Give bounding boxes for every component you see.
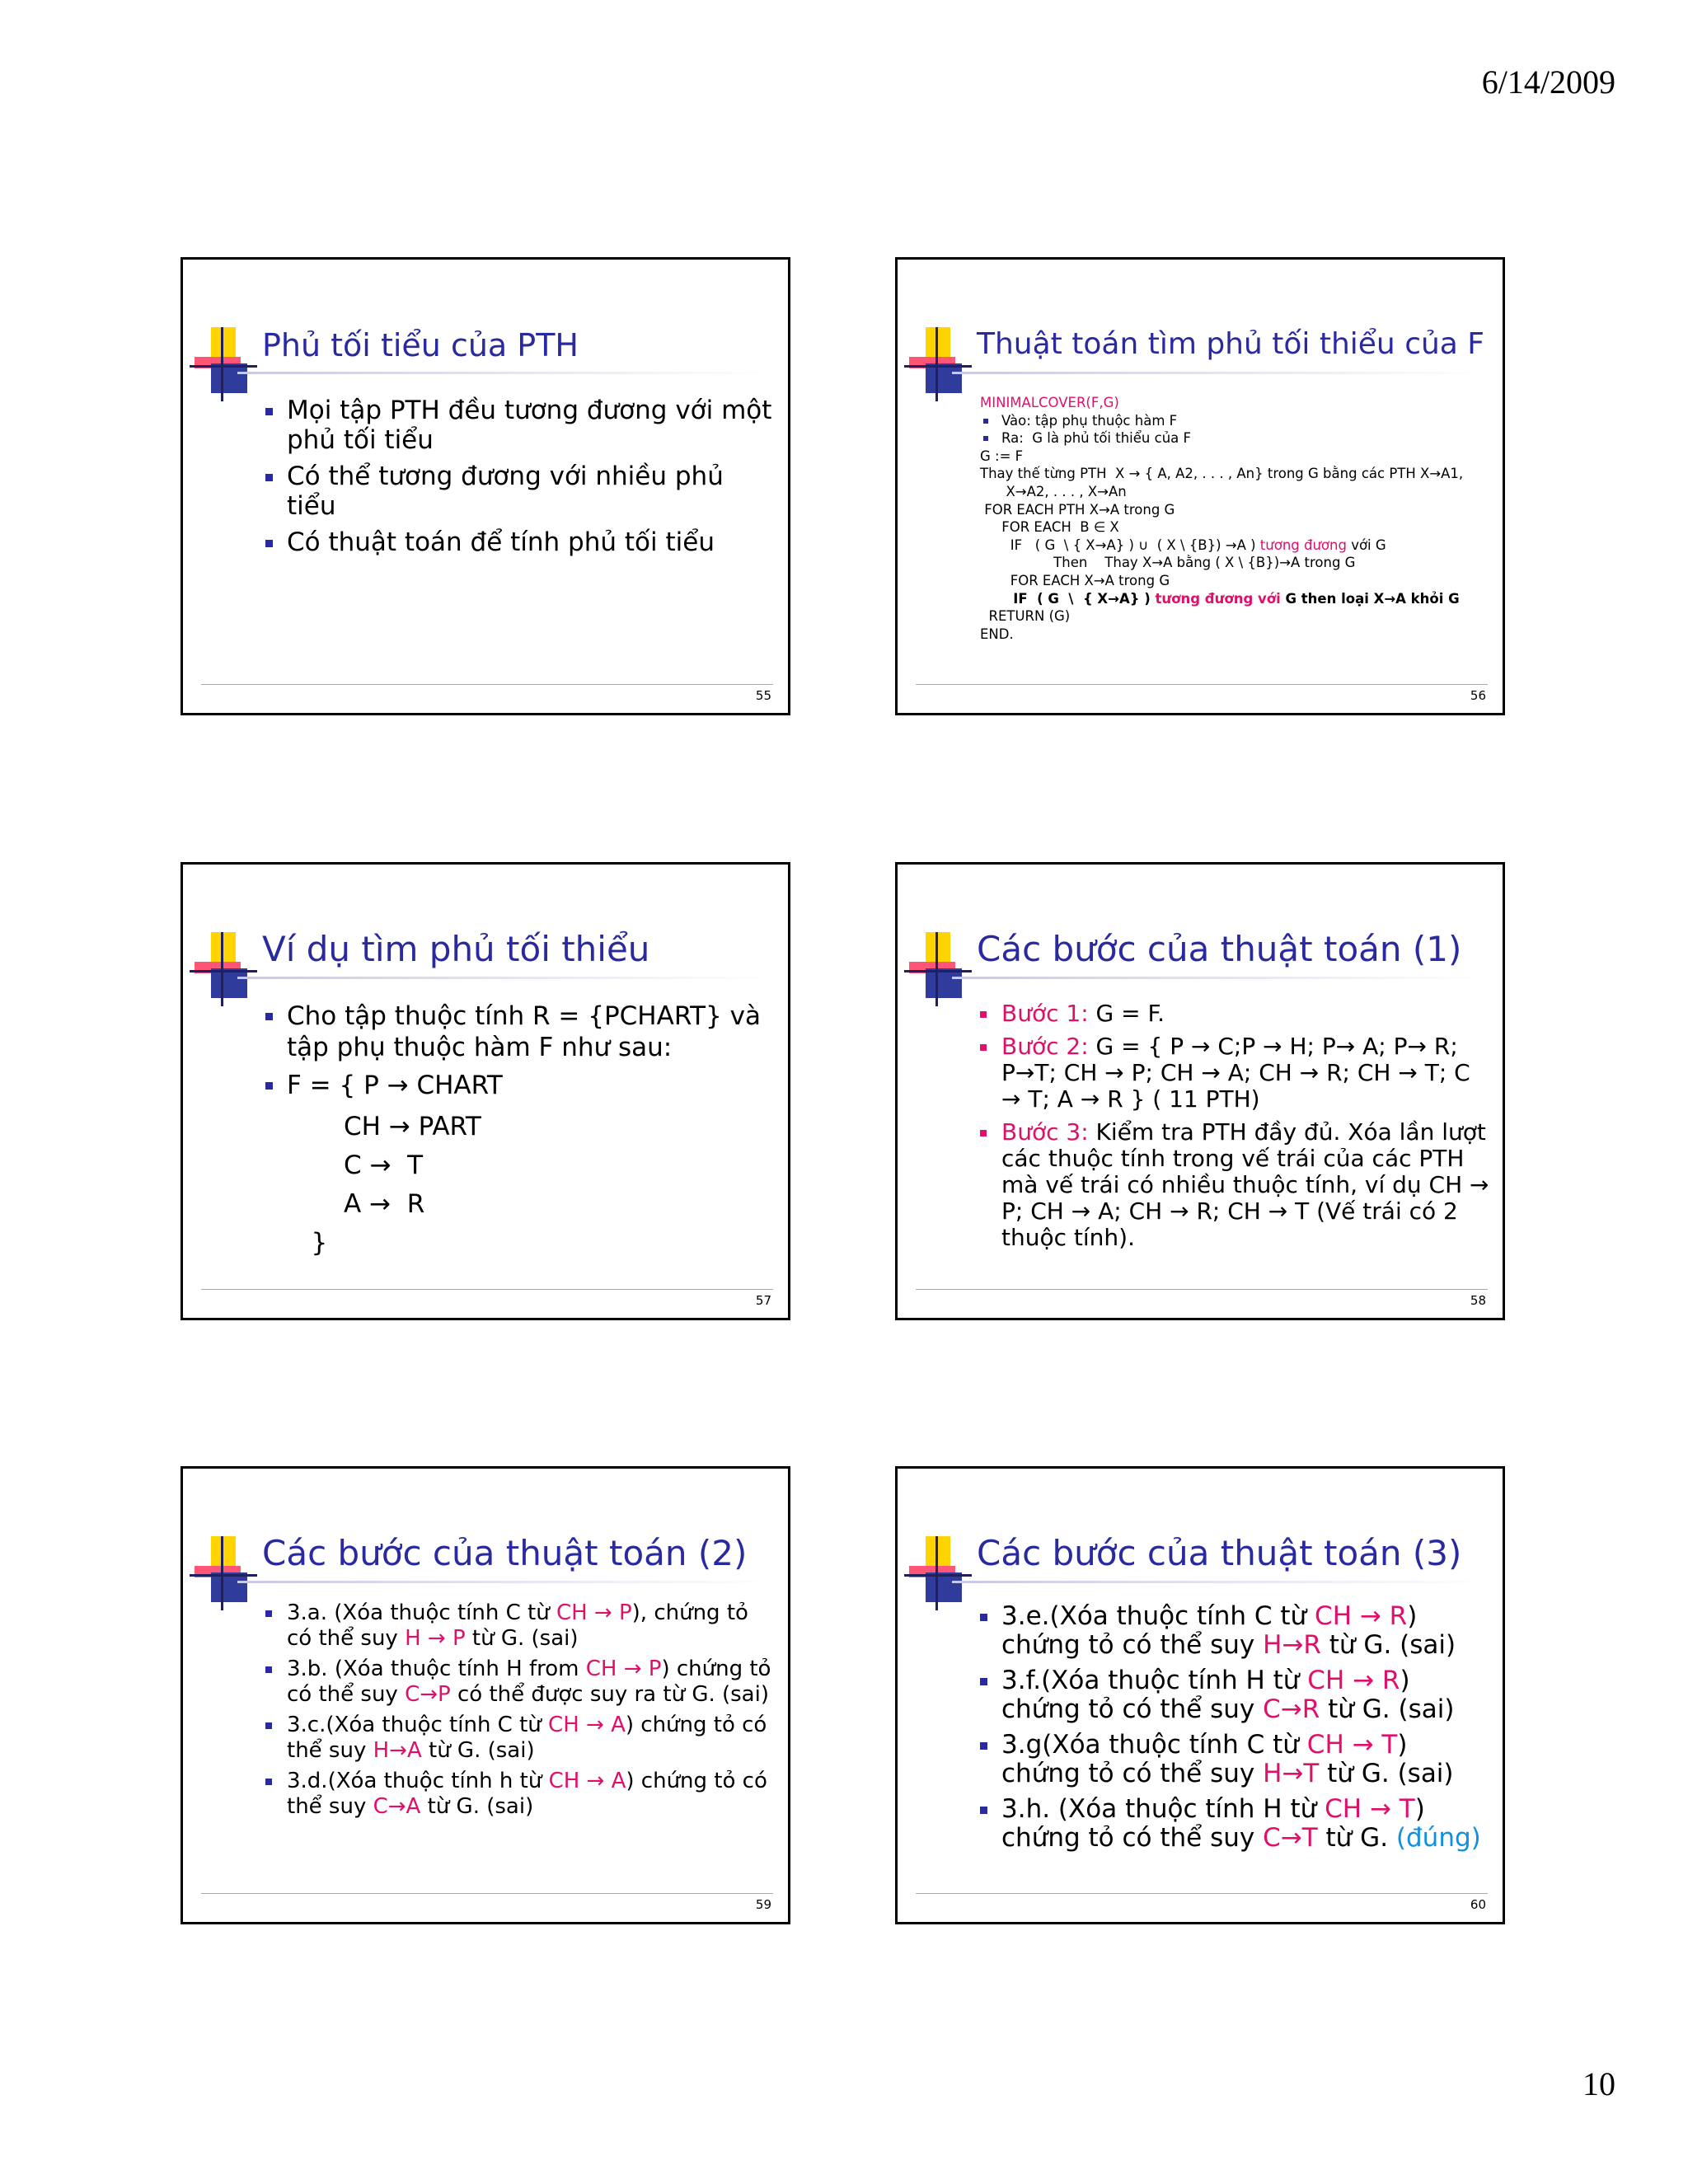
bullet-list	[265, 1001, 776, 1263]
fd-highlight: CH → A	[548, 1713, 626, 1737]
bullet-item	[980, 1602, 1491, 1660]
algo-header: MINIMALCOVER(F,G)	[980, 395, 1119, 410]
item-text: 3.e.(Xóa thuộc tính C từ	[1001, 1601, 1315, 1631]
slide-60	[895, 1466, 1505, 1924]
algo-line: X→A2, . . . , X→An	[980, 483, 1127, 499]
slide-number: 59	[755, 1897, 771, 1912]
fd-highlight: CH → T	[1325, 1794, 1415, 1824]
bullet-item	[265, 1713, 776, 1764]
slide-number: 56	[1470, 688, 1486, 703]
fd-highlight: H → P	[405, 1626, 466, 1651]
slide-56	[895, 257, 1505, 715]
fd-highlight: H→R	[1263, 1630, 1321, 1660]
page-date: 6/14/2009	[1481, 63, 1615, 101]
fd-highlight: H→T	[1263, 1759, 1320, 1788]
item-text: ) chứng tỏ có thể suy	[1001, 1794, 1425, 1853]
item-text: từ G. (sai)	[1319, 1759, 1454, 1788]
item-text: ) chứng tỏ có thể suy	[287, 1657, 771, 1707]
slide-title: Thuật toán tìm phủ tối thiểu của F	[977, 327, 1485, 361]
item-text: từ G. (sai)	[420, 1794, 534, 1819]
fd-highlight: C→A	[373, 1794, 421, 1819]
fd-line: CH → PART	[287, 1112, 481, 1141]
slide-logo-icon	[190, 932, 257, 1006]
algo-line: Then Thay X→A bằng ( X \ {B})→A trong G	[980, 555, 1356, 571]
algo-line: Thay thế từng PTH X → { A, A2, . . . , An} trong G bằng các PTH X→A1,	[980, 466, 1464, 482]
slide-number: 60	[1470, 1897, 1486, 1912]
slide-57	[181, 862, 790, 1320]
fd-line: A → R	[287, 1189, 425, 1219]
item-text: ) chứng tỏ có thể suy	[1001, 1666, 1410, 1724]
item-text: 3.g(Xóa thuộc tính C từ	[1001, 1730, 1307, 1760]
slide-logo-icon	[190, 327, 257, 401]
algo-line: FOR EACH PTH X→A trong G	[980, 501, 1175, 518]
bullet-item: Có thuật toán để tính phủ tối tiểu	[265, 527, 776, 557]
item-text: 3.c.(Xóa thuộc tính C từ	[287, 1713, 549, 1737]
item-text: từ G.	[1317, 1823, 1396, 1853]
footer-line	[916, 1893, 1488, 1894]
title-underline	[237, 1581, 771, 1583]
slide-logo-icon	[190, 1536, 257, 1610]
item-text: có thể được suy ra từ G. (sai)	[450, 1682, 769, 1707]
fd-highlight: H→A	[373, 1738, 422, 1763]
slide-58	[895, 862, 1505, 1320]
footer-line	[201, 684, 773, 685]
title-underline	[952, 977, 1486, 979]
algo-input: Vào: tập phụ thuộc hàm F	[980, 412, 1491, 430]
slide-title: Phủ tối tiểu của PTH	[262, 327, 579, 363]
bullet-item	[980, 1119, 1491, 1251]
bullet-item	[265, 1601, 776, 1652]
item-text: 3.f.(Xóa thuộc tính H từ	[1001, 1666, 1308, 1695]
slide-55	[181, 257, 790, 715]
fd-highlight: C→R	[1263, 1694, 1320, 1724]
item-text: từ G. (sai)	[421, 1738, 535, 1763]
step-text: Kiểm tra PTH đầy đủ. Xóa lần lượt các thuộc tính trong vế trái của các PTH mà vế trái có nhiều thuộc tính, ví dụ CH → P; CH → A; CH → R; CH → T (Vế trái có 2 thuộc tính).	[1001, 1118, 1489, 1251]
fd-highlight: CH → T	[1306, 1730, 1398, 1760]
fd-highlight: C→T	[1263, 1823, 1318, 1853]
algo-highlight: tương đương	[1259, 537, 1347, 553]
algo-line: G then loại X→A khỏi G	[1280, 590, 1460, 607]
bullet-list	[980, 1602, 1491, 1859]
slide-number: 55	[755, 688, 771, 703]
item-text: 3.d.(Xóa thuộc tính h từ	[287, 1769, 549, 1793]
algo-line: FOR EACH X→A trong G	[980, 572, 1170, 588]
fd-highlight: CH → P	[556, 1601, 632, 1625]
algo-line: G := F	[980, 448, 1024, 464]
footer-line	[916, 684, 1488, 685]
title-underline	[237, 977, 771, 979]
slide-logo-icon	[904, 932, 972, 1006]
bullet-list	[980, 1001, 1491, 1258]
item-text: ), chứng tỏ có thể suy	[287, 1601, 748, 1651]
algo-line: IF ( G \ { X→A} )	[980, 590, 1156, 607]
item-text: 3.a. (Xóa thuộc tính C từ	[287, 1601, 556, 1625]
page-number: 10	[1582, 2065, 1615, 2102]
bullet-item	[980, 1795, 1491, 1853]
slide-logo-icon	[904, 1536, 972, 1610]
footer-line	[201, 1289, 773, 1290]
item-text: 3.h. (Xóa thuộc tính H từ	[1001, 1794, 1325, 1824]
bullet-item	[980, 1033, 1491, 1113]
fd-highlight: CH → P	[585, 1657, 662, 1681]
algo-line: FOR EACH B ∈ X	[980, 519, 1119, 536]
slide-title: Ví dụ tìm phủ tối thiểu	[262, 929, 650, 969]
footer-line	[916, 1289, 1488, 1290]
title-underline	[952, 1581, 1486, 1583]
step-label: Bước 2:	[1001, 1033, 1089, 1060]
bullet-item	[265, 1769, 776, 1820]
item-text: 3.b. (Xóa thuộc tính H from	[287, 1657, 586, 1681]
slide-title: Các bước của thuật toán (1)	[977, 929, 1462, 969]
bullet-item	[980, 1001, 1491, 1027]
fd-line: }	[287, 1228, 328, 1258]
algo-line: với G	[1346, 537, 1386, 553]
item-text: từ G. (sai)	[1320, 1630, 1456, 1660]
item-text: ) chứng tỏ có thể suy	[287, 1769, 767, 1819]
bullet-item: Có thể tương đương với nhiều phủ tiểu	[265, 462, 776, 521]
slide-logo-icon	[904, 327, 972, 401]
bullet-item	[980, 1731, 1491, 1788]
item-text: ) chứng tỏ có thể suy	[1001, 1601, 1418, 1660]
bullet-item	[980, 1666, 1491, 1724]
result-correct: (đúng)	[1395, 1823, 1481, 1853]
step-text: G = { P → C;P → H; P→ A; P→ R; P→T; CH → P; CH → A; CH → R; CH → T; C → T; A → R } ( 11 PTH)	[1001, 1033, 1470, 1113]
item-text: từ G. (sai)	[465, 1626, 579, 1651]
algo-line: END.	[980, 626, 1014, 642]
item-text: từ G. (sai)	[1320, 1694, 1455, 1724]
algo-output: Ra: G là phủ tối thiểu của F	[980, 429, 1491, 448]
bullet-item: Cho tập thuộc tính R = {PCHART} và tập phụ thuộc hàm F như sau:	[265, 1001, 776, 1063]
algo-highlight: tương đương với	[1155, 590, 1281, 607]
slide-title: Các bước của thuật toán (2)	[262, 1533, 748, 1573]
bullet-list	[265, 1601, 776, 1825]
title-underline	[237, 372, 771, 374]
slide-59	[181, 1466, 790, 1924]
footer-line	[201, 1893, 773, 1894]
slide-number: 58	[1470, 1293, 1486, 1308]
bullet-item: Mọi tập PTH đều tương đương với một phủ tối tiểu	[265, 396, 776, 455]
step-label: Bước 3:	[1001, 1118, 1089, 1146]
bullet-list	[265, 396, 776, 564]
slide-title: Các bước của thuật toán (3)	[977, 1533, 1462, 1573]
slide-number: 57	[755, 1293, 771, 1308]
step-text: G = F.	[1088, 1000, 1165, 1027]
item-text: ) chứng tỏ có thể suy	[287, 1713, 767, 1763]
fd-line: C → T	[287, 1151, 424, 1180]
bullet-item: F = { P → CHART	[265, 1070, 776, 1101]
algorithm-listing	[980, 394, 1491, 643]
item-text: ) chứng tỏ có thể suy	[1001, 1730, 1408, 1788]
fd-highlight: C→P	[405, 1682, 451, 1707]
fd-highlight: CH → R	[1307, 1666, 1400, 1695]
step-label: Bước 1:	[1001, 1000, 1089, 1027]
fd-highlight: CH → R	[1315, 1601, 1408, 1631]
algo-line: RETURN (G)	[980, 608, 1071, 625]
bullet-item	[265, 1657, 776, 1708]
fd-highlight: CH → A	[548, 1769, 626, 1793]
title-underline	[952, 372, 1486, 374]
algo-line: IF ( G \ { X→A} ) ∪ ( X \ {B}) →A )	[980, 537, 1260, 553]
